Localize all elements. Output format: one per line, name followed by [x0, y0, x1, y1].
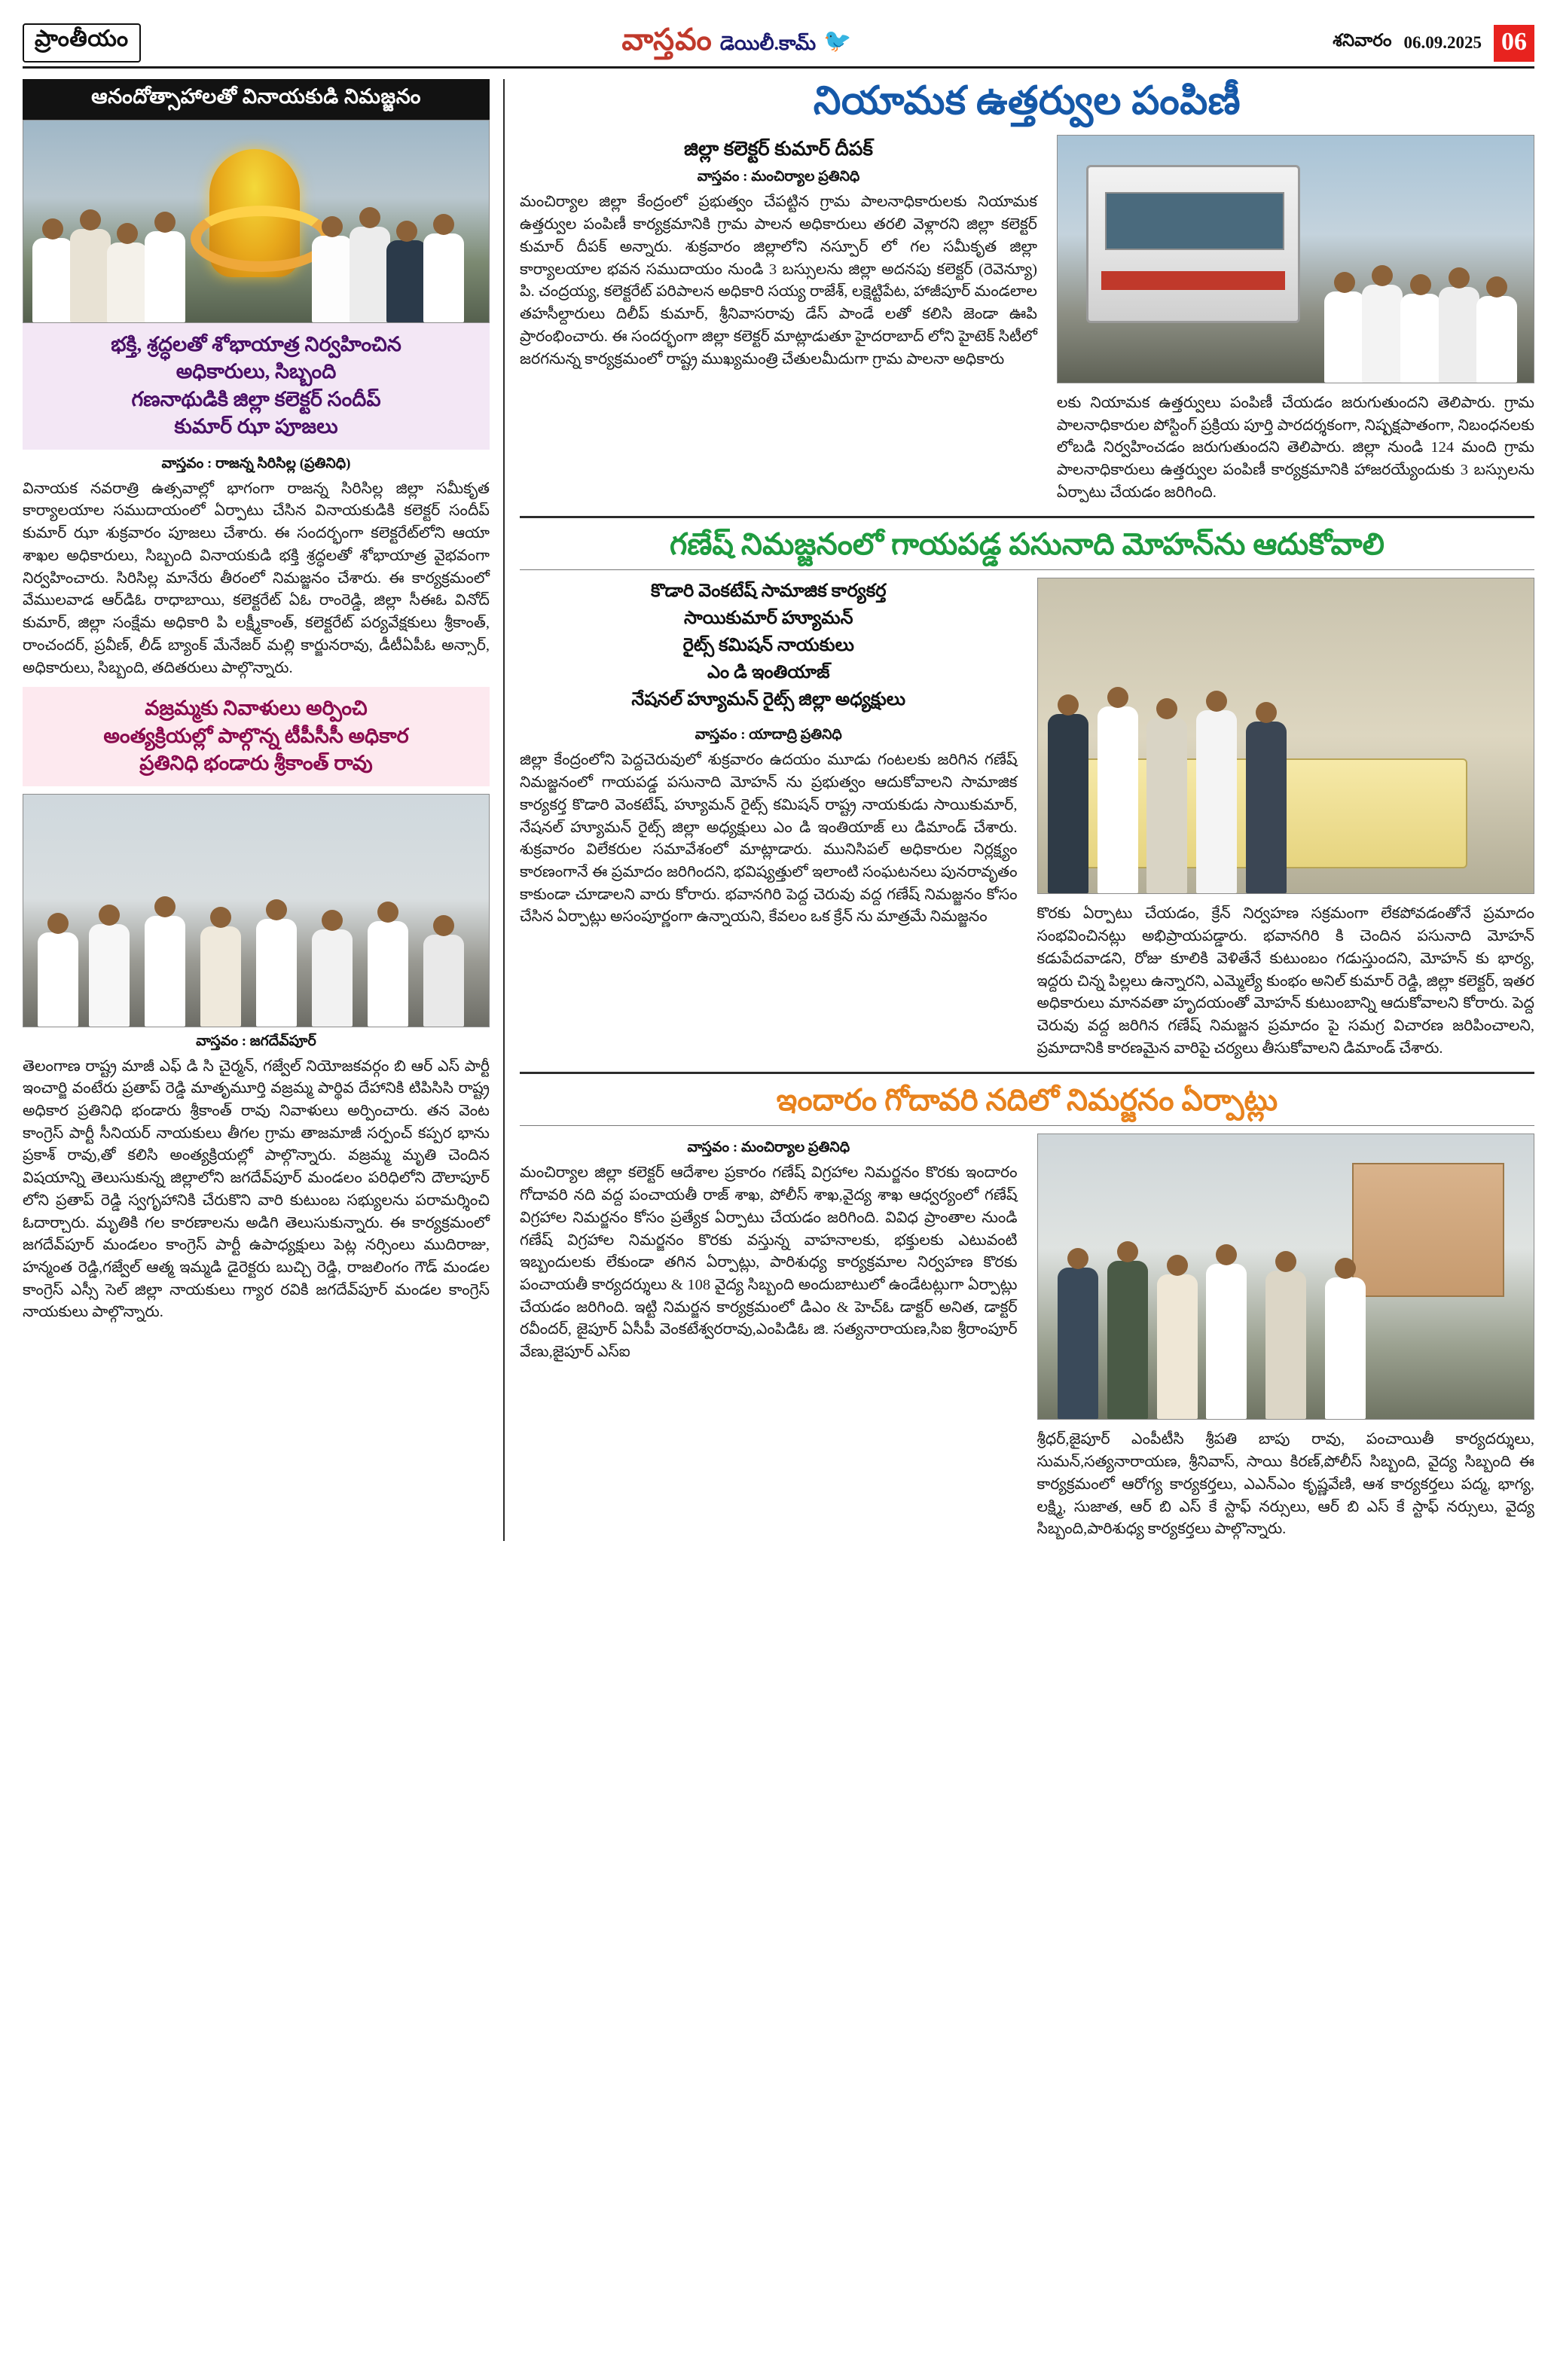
main-story-subhead: జిల్లా కలెక్టర్ కుమార్ దీపక్	[683, 137, 873, 160]
masthead	[23, 20, 1534, 69]
main-story-body-col2: లకు నియామక ఉత్తర్వులు పంపిణీ చేయడం జరుగుతుందని తెలిపారు. గ్రామ పాలనాధికారుల పోస్టింగ్ ప్రక్రియ పూర్తి పారదర్శకంగా, నిష్పక్షపాతంగా, నిబంధనలకు లోబడి నిర్వహించడం జరుగుతుందని తెలిపారు. జిల్లా నుండి 124 మంది గ్రామ పాలనాధికారులు ఉత్తర్వుల పంపిణీ కార్యక్రమానికి హాజరయ్యేందుకు 3 బస్సులను ఏర్పాటు చేయడం జరిగింది.	[1056, 394, 1534, 501]
brand-subtitle: డెయిలీ.కామ్	[719, 32, 817, 54]
tgsrtc-bus-photo	[1057, 135, 1534, 383]
story3-headline: ఇందారం గోదావరి నదిలో నిమర్జనం ఏర్పాట్లు	[776, 1083, 1278, 1118]
main-story-headline: నియామక ఉత్తర్వుల పంపిణీ	[813, 80, 1241, 123]
left-story1-subhead-line-1: భక్తి, శ్రద్ధలతో శోభాయాత్ర నిర్వహించిన	[111, 333, 401, 355]
story2-body-col2: కొరకు ఏర్పాటు చేయడం, క్రేన్ నిర్వహణ సక్రమంగా లేకపోవడంతోనే ప్రమాదం సంభవించినట్లు అభిప్రాయపడ్డారు. భవానగిరి కి చెందిన పసునాది మోహన్ కడుపేదవాడని, రోజు కూలికి వెళితేనే కుటుంబం గడుస్తుందని, మోహన్ కు భార్య, ఇద్దరు చిన్న పిల్లలు ఉన్నారని, ఎమ్మెల్యే కుంభం అనిల్ కుమార్ రెడ్డి, జిల్లా కలెక్టర్, ఇతర అధికారులు మానవతా హృదయంతో మోహన్ కుటుంబాన్ని ఆదుకోవాలని కోరారు. పెద్ద చెరువు వద్ద జరిగిన గణేష్ నిమజ్జన ప్రమాదం పై సమగ్ర విచారణ జరిపించాలని, ప్రమాదానికి కారణమైన వారిపై చర్యలు తీసుకోవాలని డిమాండ్ చేశారు.	[1036, 905, 1534, 1057]
left-story1-subhead-line-3: గణనాథుడికి జిల్లా కలెక్టర్ సందీప్	[131, 387, 381, 410]
main-story-source: వాస్తవం : మంచిర్యాల ప్రతినిధి	[697, 169, 860, 185]
publication-day: శనివారం	[1333, 31, 1392, 50]
injured-man-hospital-photo	[1037, 578, 1535, 894]
left-story1-subhead-line-2: అధికారులు, సిబ్బంది	[176, 360, 337, 383]
story2-subhead-line-4: ఎం డి ఇంతియాజ్	[707, 663, 830, 683]
left-story2-title-line-2: అంత్యక్రియల్లో పాల్గొన్న టీపీసీసీ అధికార	[103, 724, 409, 747]
left-story1-body: వినాయక నవరాత్రి ఉత్సవాల్లో భాగంగా రాజన్న సిరిసిల్ల జిల్లా సమీకృత కార్యాలయాల సముదాయంలో ఏర్పాటు చేసిన వినాయకుడికి కలెక్టర్ సందీప్ కుమార్ ఝా శుక్రవారం పూజలు చేశారు. ఈ సందర్భంగా కలెక్టరేట్‌లోని ఆయా శాఖల అధికారులు, సిబ్బంది వినాయకుడి భక్తి శ్రద్ధలతో శోభాయాత్ర వైభవంగా నిర్వహించారు. సిరిసిల్ల మానేరు తీరంలో నిమజ్జనం చేశారు. ఈ కార్యక్రమంలో వేములవాడ ఆర్‌డిఓ రాధాబాయి, కలెక్టరేట్ ఏఓ రాంరెడ్డి, జిల్లా సీఈఓ వినోద్ కుమార్, జిల్లా సంక్షేమ అధికారి పి లక్ష్మీకాంత్, కలెక్టరేట్ పర్యవేక్షకులు శ్రీకాంత్, రాంచందర్, ప్రవీణ్, లీడ్ బ్యాంక్ మేనేజర్ మల్లి కార్జునరావు, డీటీఏపీఓ అన్సార్, అధికారులు, సిబ్బంది, తదితరులు పాల్గొన్నారు.	[23, 480, 490, 676]
left-story1-source: వాస్తవం : రాజన్న సిరిసిల్ల (ప్రతినిధి)	[161, 455, 351, 471]
left-column	[23, 79, 505, 1541]
story3-source: వాస్తవం : మంచిర్యాల ప్రతినిధి	[687, 1140, 850, 1156]
story3-body-col2: శ్రీధర్,జైపూర్ ఎంపీటీసి శ్రీపతి బాపు రావు, పంచాయితీ కార్యదర్శులు, సుమన్,సత్యనారాయణ, శ్రీనివాస్, సాయి కిరణ్,పోలీస్ సిబ్బంది, వైద్య సిబ్బంది ఈ కార్యక్రమంలో ఆరోగ్య కార్యకర్తలు, ఎఎన్ఎం కృష్ణవేణి, ఆశ కార్యకర్తలు పద్మ, భాగ్య, లక్ష్మి, సుజాత, ఆర్ బి ఎస్ కే స్టాఫ్ నర్సులు, ఆర్ బి ఎస్ కే స్టాఫ్ నర్సులు, వైద్య సిబ్బంది,పారిశుధ్య కార్యకర్తలు పాల్గొన్నారు.	[1036, 1431, 1534, 1538]
story2-headline: గణేష్ నిమజ్జనంలో గాయపడ్డ పసునాది మోహన్‌ను ఆదుకోవాలి	[670, 527, 1385, 562]
page-content	[23, 79, 1534, 1541]
story2-subhead-line-5: నేషనల్ హ్యూమన్ రైట్స్ జిల్లా అధ్యక్షులు	[631, 690, 906, 710]
story2-source: వాస్తవం : యాదాద్రి ప్రతినిధి	[695, 727, 842, 743]
story2-body-col1: జిల్లా కేంద్రంలోని పెద్దచెరువులో శుక్రవారం ఉదయం మూడు గంటలకు జరిగిన గణేష్ నిమజ్జనంలో గాయపడ్డ పసునాది మోహన్ ను ప్రభుత్వం ఆదుకోవాలని సామాజిక కార్యకర్త కొడారి వెంకటేష్, హ్యూమన్ రైట్స్ కమిషన్ రాష్ట్ర నాయకుడు సాయికుమార్, నేషనల్ హ్యూమన్ రైట్స్ జిల్లా అధ్యక్షులు ఎం డి ఇంతియాజ్ లు డిమాండ్ చేశారు. శుక్రవారం విలేకరుల సమావేశంలో మాట్లాడారు. మునిసిపల్ అధికారుల నిర్లక్ష్యం కారణంగానే ఈ ప్రమాదం జరిగిందని, భవిష్యత్తులో ఇలాంటి సంఘటనలు పునరావృతం కాకుండా చూడాలని వారు కోరారు. భవానగిరి పెద్ద చెరువు వద్ద గణేష్ నిమజ్జనం కోసం చేసిన ఏర్పాట్లు అసంపూర్ణంగా ఉన్నాయని, కేవలం ఒక క్రేన్ ను మాత్రమే నిమజ్జనం	[520, 752, 1018, 926]
main-story-body-col1: మంచిర్యాల జిల్లా కేంద్రంలో ప్రభుత్వం చేపట్టిన గ్రామ పాలనాధికారులకు నియామక ఉత్తర్వుల పంపిణీ కార్యక్రమానికి గ్రామ పాలన అధికారులు తరలి వెళ్లారని జిల్లా కలెక్టర్ కుమార్ దీపక్ అన్నారు. శుక్రవారం జిల్లాలోని నస్పూర్ లో గల సమీకృత జిల్లా కార్యాలయాల భవన సముదాయం నుండి 3 బస్సులను జిల్లా అదనపు కలెక్టర్ (రెవెన్యూ) పి. చంద్రయ్య, కలెక్టరేట్ పరిపాలన అధికారి సయ్య రాజేశ్, లక్షెట్టిపేట, హాజీపూర్ మండలాల తహసీల్దారులు దిలీప్ కుమార్, శ్రీనివాసరావు డేస్ పాండే లతో కలిసి జెండా ఊపి ప్రారంభించారు. ఈ సందర్భంగా జిల్లా కలెక్టర్ మాట్లాడుతూ హైదరాబాద్ లోని హైటెక్ సిటీలో జరగనున్న కార్యక్రమంలో రాష్ట్ర ముఖ్యమంత్రి చేతులమీదుగా గ్రామ పాలనా అధికారు	[520, 194, 1037, 368]
left-story2-title-block	[23, 687, 490, 786]
edition-label: ప్రాంతీయం	[23, 23, 141, 63]
left-story2-title-line-1: వజ్రమ్మకు నివాళులు అర్పించి	[145, 697, 368, 720]
right-column	[505, 79, 1534, 1541]
publication-date: 06.09.2025	[1403, 33, 1482, 52]
left-story1-banner: ఆనందోత్సాహాలతో వినాయకుడి నిమజ్జనం	[23, 79, 490, 120]
story3-body-col1: మంచిర్యాల జిల్లా కలెక్టర్ ఆదేశాల ప్రకారం గణేష్ విగ్రహాల నిమర్జనం కొరకు ఇందారం గోదావరి నది వద్ద పంచాయతీ రాజ్ శాఖ, పోలీస్ శాఖ,వైద్య శాఖ ఆధ్వర్యంలో గణేష్ విగ్రహాల నిమర్జనం కోసం ప్రత్యేక ఏర్పాటు చేయడం జరిగింది. వివిధ ప్రాంతాల నుండి గణేష్ విగ్రహాల నిమర్జనం కొరకు వస్తున్న వాహనాలకు, భక్తులకు ఎటువంటి ఇబ్బందులకు లేకుండా తగిన ఏర్పాట్లు, పారిశుధ్య కార్యక్రమాల నిర్వహణ కొరకు పంచాయతీ కార్యదర్శులు & 108 వైద్య సిబ్బంది అందుబాటులో ఉండేటట్లుగా ఏర్పాట్లు చేయడం జరిగింది. ఇట్టి నిమర్జన కార్యక్రమంలో డిఎం & హెచ్ఓ డాక్టర్ అనిత, డాక్టర్ రవీందర్, జైపూర్ ఏసీపీ వెంకటేశ్వరరావు,ఎంపిడిఓ జి. సత్యనారాయణ,సిఐ శ్రీరాంపూర్ వేణు,జైపూర్ ఎస్ఐ	[520, 1164, 1018, 1361]
ganesh-immersion-photo	[23, 120, 490, 323]
page-number-badge: 06	[1494, 25, 1534, 62]
bird-logo-icon: 🐦	[823, 28, 852, 53]
story2-subhead-line-3: రైట్స్ కమిషన్ నాయకులు	[682, 636, 854, 656]
riverside-arrangements-photo	[1037, 1134, 1535, 1420]
left-story1-subhead-block	[23, 323, 490, 450]
story2-subhead-line-1: కొడారి వెంకటేష్ సామాజిక కార్యకర్త	[650, 581, 887, 602]
left-story2-body: తెలంగాణ రాష్ట్ర మాజీ ఎఫ్ డి సి చైర్మన్, గజ్వేల్ నియోజకవర్గం బి ఆర్ ఎస్ పార్టీ ఇంచార్జి వంటేరు ప్రతాప్ రెడ్డి మాతృమూర్తి వజ్రమ్మ పార్థివ దేహానికి టిపిసిసి రాష్ట్ర అధికార ప్రతినిధి భండారు శ్రీకాంత్ రావు నివాళులు అర్పించారు. తన వెంట కాంగ్రెస్ పార్టీ సీనియర్ నాయకులు తీగల గ్రామ తాజమాజీ సర్పంచ్ కప్పర భాను ప్రకాశ్ రావు,తో కలిసి అంత్యక్రియల్లో పాల్గొన్నారు. వజ్రమ్మ మృతి చెందిన విషయాన్ని తెలుసుకున్న జిల్లాలోని జగదేవ్‌పూర్ మండలం పరిధిలోని దౌలాపూర్ లోని ప్రతాప్ రెడ్డి స్వగృహానికి చేరుకొని వారి కుటుంబ సభ్యులను పరామర్శించి ఓదార్చారు. మృతికి గల కారణాలను అడిగి తెలుసుకున్నారు. ఈ కార్యక్రమంలో జగదేవ్‌పూర్ మండలం కాంగ్రెస్ పార్టీ ఉపాధ్యక్షులు పెట్ల నర్సింలు ముదిరాజు, హన్మంత రెడ్డి,గజ్వేల్ ఆత్మ ఇమ్మడి డైరెక్టరు బుచ్చి రెడ్డి, రాజలింగం గౌడ్ మండల కాంగ్రెస్ ఎస్సీ సెల్ జిల్లా నాయకులు గ్యార రవికి జగదేవ్‌పూర్ మండల కాంగ్రెస్ నాయకులు పాల్గొన్నారు.	[23, 1057, 490, 1321]
left-story2-source: వాస్తవం : జగదేవ్‌పూర్	[196, 1033, 316, 1049]
masthead-right	[1333, 25, 1534, 62]
brand-title: వాస్తవం	[621, 22, 713, 56]
condolence-gathering-photo	[23, 794, 490, 1027]
story2-subhead-line-2: సాయికుమార్ హ్యూమన్	[684, 609, 853, 629]
left-story1-subhead-line-4: కుమార్ ఝా పూజలు	[174, 415, 338, 438]
left-story2-title-line-3: ప్రతినిధి భండారు శ్రీకాంత్ రావు	[139, 752, 373, 775]
brand-block	[621, 22, 851, 65]
